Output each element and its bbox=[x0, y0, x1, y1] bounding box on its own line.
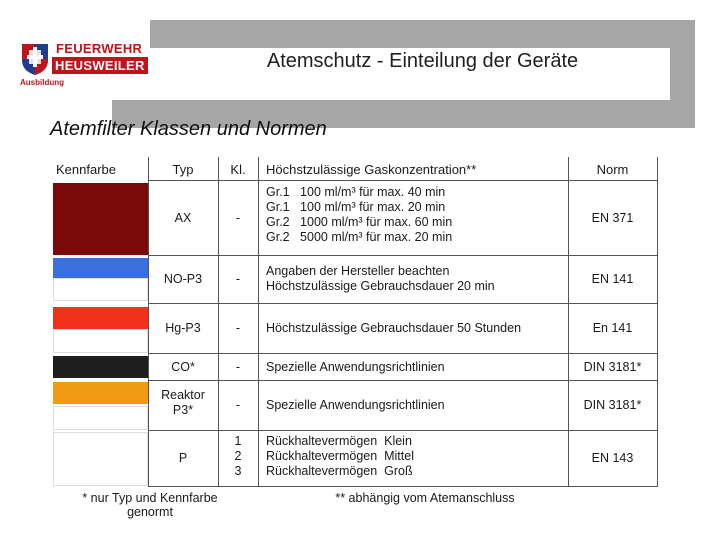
section-title: Atemfilter Klassen und Normen bbox=[50, 118, 327, 140]
logo bbox=[18, 38, 150, 90]
header-norm: Norm bbox=[596, 161, 629, 177]
footnote-right: ** abhängig vom Atemanschluss bbox=[335, 491, 515, 505]
swatch-orange bbox=[53, 382, 148, 404]
cell-text-line: P3* bbox=[172, 403, 194, 417]
cell-typ: P bbox=[178, 451, 188, 465]
cell-norm: EN 141 bbox=[591, 272, 634, 286]
cell-text-line: Gr.2 1000 ml/m³ für max. 60 min bbox=[266, 215, 453, 229]
cell-norm: En 141 bbox=[592, 321, 633, 335]
cell-gaskonzentration bbox=[266, 185, 566, 245]
logo-text-line2: HEUSWEILER bbox=[52, 57, 148, 74]
header-klasse: Kl. bbox=[230, 161, 246, 177]
cell-text-line: Rückhaltevermögen Mittel bbox=[266, 449, 414, 463]
swatch-red bbox=[53, 307, 148, 329]
cell-klasse bbox=[218, 434, 258, 479]
cell-text-line: Rückhaltevermögen Klein bbox=[266, 434, 412, 448]
cell-text-line: Angaben der Hersteller beachten bbox=[266, 264, 450, 278]
cell-gaskonzentration: Höchstzulässige Gebrauchsdauer 50 Stunden bbox=[266, 321, 522, 335]
cell-norm: DIN 3181* bbox=[583, 359, 642, 374]
slide-title: Atemschutz - Einteilung der Geräte bbox=[266, 50, 579, 72]
swatch-white bbox=[53, 432, 148, 486]
logo-text-line1: FEUERWEHR bbox=[56, 41, 143, 56]
cell-text-line: 3 bbox=[234, 464, 242, 478]
fire-department-emblem-icon bbox=[20, 42, 50, 76]
table-divider bbox=[148, 486, 657, 487]
header-typ: Typ bbox=[172, 161, 194, 177]
cell-text-line: Gr.1 100 ml/m³ für max. 20 min bbox=[266, 200, 446, 214]
table-divider bbox=[657, 157, 658, 487]
cell-text-line: Höchstzulässige Gebrauchsdauer 20 min bbox=[266, 279, 495, 293]
filter-classes-table bbox=[50, 157, 658, 487]
footnote-line: * nur Typ und Kennfarbe bbox=[82, 491, 218, 505]
cell-klasse: - bbox=[235, 210, 241, 225]
logo-subtitle: Ausbildung bbox=[20, 78, 64, 87]
cell-typ bbox=[148, 388, 218, 418]
cell-gaskonzentration: Spezielle Anwendungsrichtlinien bbox=[266, 359, 445, 374]
table-divider bbox=[258, 157, 259, 487]
cell-typ: Hg-P3 bbox=[165, 321, 201, 335]
cell-text-line: Gr.1 100 ml/m³ für max. 40 min bbox=[266, 185, 446, 199]
cell-norm: EN 143 bbox=[591, 451, 634, 465]
swatch-black bbox=[53, 356, 148, 378]
cell-gaskonzentration: Spezielle Anwendungsrichtlinien bbox=[266, 398, 445, 412]
cell-text-line: 2 bbox=[234, 449, 242, 463]
cell-text-line: Gr.2 5000 ml/m³ für max. 20 min bbox=[266, 230, 453, 244]
cell-klasse: - bbox=[235, 321, 241, 335]
footnote-left bbox=[55, 491, 245, 519]
cell-gaskonzentration bbox=[266, 434, 566, 479]
cell-text-line: 1 bbox=[234, 434, 242, 448]
swatch-white bbox=[53, 278, 148, 301]
footnote-line: genormt bbox=[127, 505, 173, 519]
cell-text-line: Reaktor bbox=[161, 388, 205, 402]
cell-typ: NO-P3 bbox=[163, 272, 203, 286]
cell-klasse: - bbox=[235, 359, 241, 374]
cell-klasse: - bbox=[235, 398, 241, 412]
cell-gaskonzentration bbox=[266, 264, 566, 294]
cell-klasse: - bbox=[235, 272, 241, 286]
header-bar-top bbox=[150, 20, 695, 48]
header-gaskonzentration: Höchstzulässige Gaskonzentration** bbox=[266, 161, 477, 177]
cell-norm: DIN 3181* bbox=[583, 398, 642, 412]
cell-norm: EN 371 bbox=[591, 210, 634, 225]
swatch-blue bbox=[53, 258, 148, 278]
cell-typ: CO* bbox=[171, 359, 195, 374]
header-kennfarbe: Kennfarbe bbox=[56, 161, 116, 177]
swatch-brown bbox=[53, 183, 148, 255]
cell-typ: AX bbox=[174, 210, 192, 225]
swatch-white bbox=[53, 406, 148, 430]
cell-text-line: Rückhaltevermögen Groß bbox=[266, 464, 413, 478]
swatch-white bbox=[53, 329, 148, 353]
